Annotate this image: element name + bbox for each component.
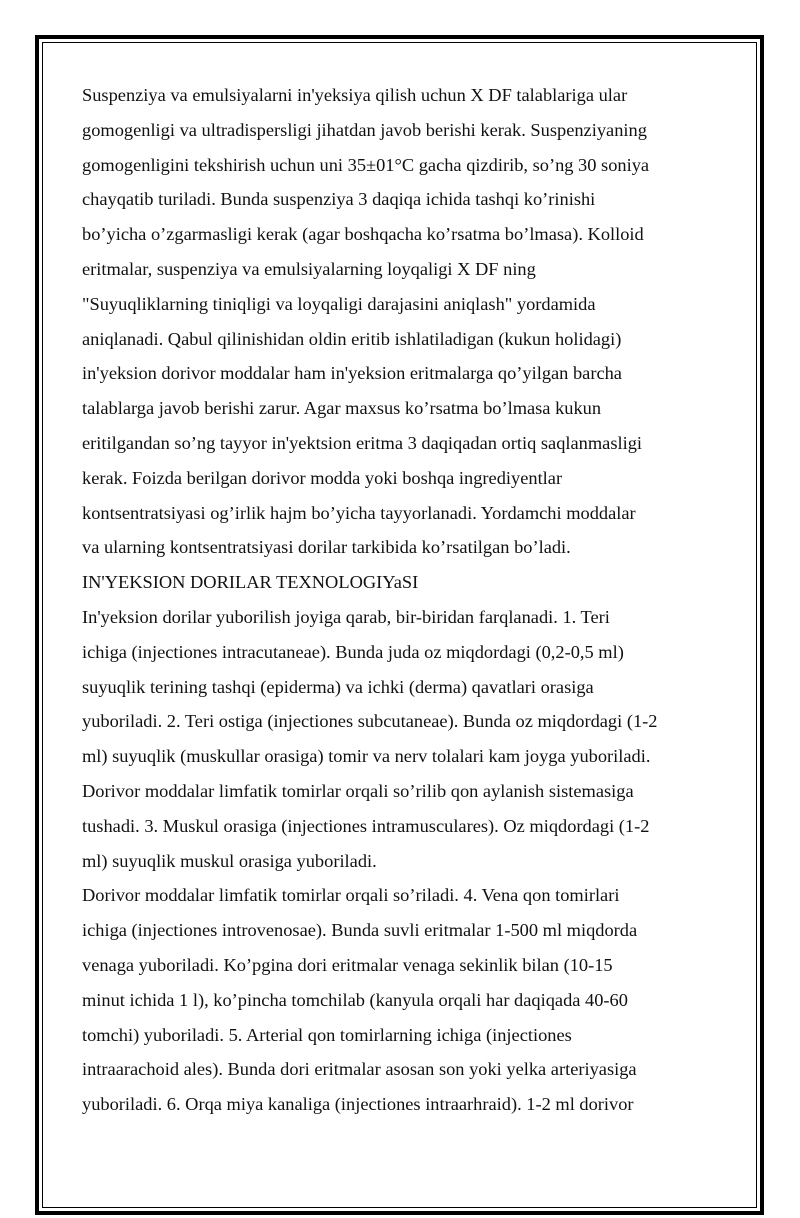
text-line: gomogenligini tekshirish uchun uni 35±01°C gacha qizdirib, so’ng 30 soniya	[82, 154, 650, 175]
text-line: minut ichida 1 l), ko’pincha tomchilab (kanyula orqali har daqiqada 40-60	[82, 989, 628, 1010]
text-line: ichiga (injectiones introvenosae). Bunda suvli eritmalar 1-500 ml miqdorda	[82, 920, 638, 941]
text-line: "Suyuqliklarning tiniqligi va loyqaligi darajasini aniqlash" yordamida	[82, 293, 596, 314]
document-body	[82, 78, 730, 1122]
text-line: yuboriladi. 2. Teri ostiga (injectiones subcutaneae). Bunda oz miqdordagi (1-2	[82, 711, 658, 732]
text-line: Suspenziya va emulsiyalarni in'yeksiya qilish uchun X DF talablariga ular	[82, 85, 628, 105]
text-line: eritilgandan so’ng tayyor in'yektsion eritma 3 daqiqadan ortiq saqlanmasligi	[82, 432, 643, 453]
text-line: tomchi) yuboriladi. 5. Arterial qon tomirlarning ichiga (injectiones	[82, 1024, 572, 1045]
text-line: chayqatib turiladi. Bunda suspenziya 3 daqiqa ichida tashqi ko’rinishi	[82, 189, 596, 210]
text-line: talablarga javob berishi zarur. Agar maxsus ko’rsatma bo’lmasa kukun	[82, 398, 602, 419]
text-line: venaga yuboriladi. Ko’pgina dori eritmalar venaga sekinlik bilan (10-15	[82, 954, 613, 975]
text-line: ml) suyuqlik muskul orasiga yuboriladi.	[82, 850, 377, 871]
text-line: In'yeksion dorilar yuborilish joyiga qarab, bir-biridan farqlanadi. 1. Teri	[82, 606, 610, 627]
section-heading: IN'YEKSION DORILAR TEXNOLOGIYaSI	[82, 572, 419, 593]
text-line: eritmalar, suspenziya va emulsiyalarning loyqaligi X DF ning	[82, 258, 536, 279]
text-line: tushadi. 3. Muskul orasiga (injectiones intramusculares). Oz miqdordagi (1-2	[82, 815, 650, 836]
text-line: bo’yicha o’zgarmasligi kerak (agar boshqacha ko’rsatma bo’lmasa). Kolloid	[82, 224, 644, 245]
text-line: ichiga (injectiones intracutaneae). Bunda juda oz miqdordagi (0,2-0,5 ml)	[82, 641, 624, 662]
text-line: va ularning kontsentratsiyasi dorilar tarkibida ko’rsatilgan bo’ladi.	[82, 537, 571, 558]
text-line: Dorivor moddalar limfatik tomirlar orqali so’riladi. 4. Vena qon tomirlari	[82, 885, 620, 906]
text-line: ml) suyuqlik (muskullar orasiga) tomir va nerv tolalari kam joyga yuboriladi.	[82, 746, 651, 767]
text-line: aniqlanadi. Qabul qilinishidan oldin eritib ishlatiladigan (kukun holidagi)	[82, 328, 622, 349]
text-line: kontsentratsiyasi og’irlik hajm bo’yicha tayyorlanadi. Yordamchi moddalar	[82, 502, 636, 523]
text-line: suyuqlik terining tashqi (epiderma) va ichki (derma) qavatlari orasiga	[82, 676, 594, 697]
text-line: yuboriladi. 6. Orqa miya kanaliga (injectiones intraarhraid). 1-2 ml dorivor	[82, 1094, 634, 1115]
text-line: Dorivor moddalar limfatik tomirlar orqali so’rilib qon aylanish sistemasiga	[82, 780, 634, 801]
text-line: intraarachoid ales). Bunda dori eritmalar asosan son yoki yelka arteriyasiga	[82, 1059, 637, 1080]
text-line: kerak. Foizda berilgan dorivor modda yoki boshqa ingrediyentlar	[82, 467, 563, 488]
text-line: in'yeksion dorivor moddalar ham in'yeksion eritmalarga qo’yilgan barcha	[82, 363, 622, 384]
text-line: gomogenligi va ultradispersligi jihatdan javob berishi kerak. Suspenziyaning	[82, 119, 647, 140]
